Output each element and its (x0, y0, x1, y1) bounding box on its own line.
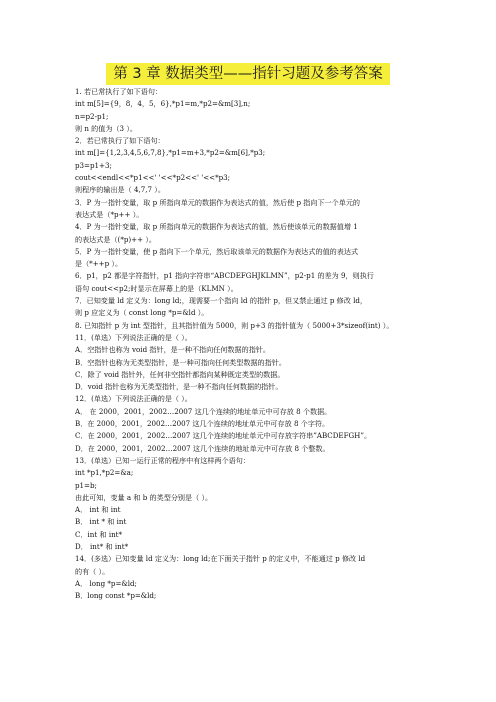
text-line: B．在 2000，2001，2002…2007 这几个连续的地址单元中可存放 8 个字符。 (75, 419, 330, 429)
text-line: int m[5]={9，8，4，5，6},*p1=m,*p2=&m[3],n; (75, 99, 251, 109)
text-line: 则程序的输出是（ 4,7,7 ）。 (75, 185, 165, 195)
text-line: 3．P 为一指针变量，取 p 所指向单元的数据作为表达式的值，然后使 p 指向下一个单元的 (75, 197, 361, 207)
text-line: int m[]={1,2,3,4,5,6,7,8},*p1=m+3,*p2=&m[6],*p3; (75, 148, 266, 158)
text-line: 14．(多选）已知变量 ld 定义为：long ld;在下面关于指针 p 的定义中，不能通过 p 修改 ld (75, 554, 366, 564)
text-line: C．在 2000，2001，2002…2007 这几个连续的地址单元中可存放字符串”ABCDEFGH”。 (75, 431, 372, 441)
text-line: B．空指针也称为无类型指针，是一种可指向任何类型数据的指针。 (75, 357, 286, 367)
text-line: 的表达式是（(*p)++ ）。 (75, 234, 156, 244)
text-line: 是（*++p ）。 (75, 259, 123, 269)
text-line: B．long const *p=&ld; (75, 591, 157, 601)
text-line: 6．p1，p2 都是字符指针，p1 指向字符串“ABCDEFGHJKLMN”，p2-p1 的差为 9，则执行 (75, 271, 374, 281)
text-line: 2．若已常执行了如下语句： (75, 136, 165, 146)
text-line: 11．(单选）下列说法正确的是（ ）。 (75, 332, 192, 342)
text-line: p1=b; (75, 480, 97, 490)
text-line: 语句 cout<<p2;时显示在屏幕上的是（KLMN ）。 (75, 283, 238, 293)
text-line: 的有（ ）。 (75, 566, 110, 576)
text-line: 由此可知，变量 a 和 b 的类型分别是（ ）。 (75, 492, 213, 502)
text-line: 则 n 的值为（3 ）。 (75, 123, 137, 133)
text-line: p3=p1+3; (75, 160, 112, 170)
text-line: B． int * 和 int (75, 517, 127, 527)
text-line: 7．已知变量 ld 定义为：long ld;，现需要一个指向 ld 的指针 p，但又禁止通过 p 修改 ld， (75, 296, 367, 306)
text-line: 12．(单选）下列说法正确的是（ ）。 (75, 394, 192, 404)
text-line: 13．(单选）已知一运行正常的程序中有这样两个语句： (75, 455, 250, 465)
text-line: C．除了 void 指针外，任何非空指针都指向某种既定类型的数据。 (75, 369, 285, 379)
text-line: int *p1,*p2=&a; (75, 468, 134, 478)
text-line: A． long *p=&ld; (75, 578, 137, 588)
text-line: 8. 已知指针 p 为 int 型指针，且其指针值为 5000，则 p+3 的指针值为（ 5000+3*sizeof(int) ）。 (75, 320, 394, 330)
chapter-title: 第 3 章 数据类型——指针习题及参考答案 (106, 63, 390, 85)
text-line: D．void 指针也称为无类型指针，是一种不指向任何数据的指针。 (75, 382, 283, 392)
text-line: C．int 和 int* (75, 529, 123, 539)
title-wrap (0, 63, 496, 85)
text-line: 4．P 为一指针变量，取 p 所指向单元的数据作为表达式的值，然后使该单元的数据值增 1 (75, 222, 358, 232)
text-line: A．空指针也称为 void 指针，是一种不指向任何数据的指针。 (75, 345, 270, 355)
text-line: A． int 和 int (75, 505, 121, 515)
text-line: D． int* 和 int* (75, 541, 129, 551)
content-body (75, 86, 427, 602)
text-line: A． 在 2000，2001，2002…2007 这几个连续的地址单元中可存放 8 个数据。 (75, 406, 332, 416)
text-line: cout<<endl<<*p1<<' '<<*p2<<' '<<*p3; (75, 173, 231, 183)
text-line: 5．P 为一指针变量，使 p 指向下一个单元，然后取该单元的数据作为表达式的值的表达式 (75, 246, 359, 256)
text-line: D．在 2000，2001，2002…2007 这几个连续的地址单元中可存放 8 个整数。 (75, 443, 330, 453)
text-line: 则 p 应定义为（ const long *p=&ld ）。 (75, 308, 209, 318)
text-line: 表达式是（*p++ ）。 (75, 209, 144, 219)
text-line: n=p2-p1; (75, 111, 109, 121)
text-line: 1. 若已常执行了如下语句： (75, 87, 163, 96)
